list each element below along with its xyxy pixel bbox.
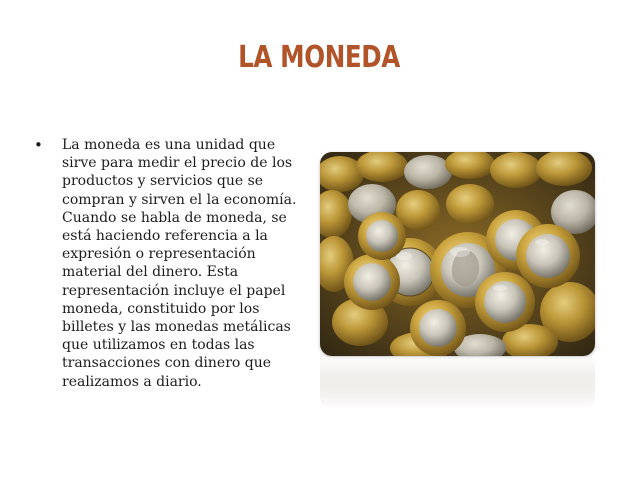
- bullet-line-10: moneda, constituido por los: [62, 300, 260, 317]
- bullet-item: [34, 136, 309, 391]
- bullet-line-7: expresión o representación: [62, 246, 256, 263]
- bullet-line-11: billetes y las monedas metálicas: [62, 319, 291, 336]
- bullet-line-5: Cuando se habla de moneda, se: [62, 209, 287, 226]
- bullet-list: [34, 136, 309, 391]
- coins-photo: [320, 152, 595, 356]
- reflection-fade: [320, 357, 595, 409]
- slide-title: LA MONEDA: [238, 40, 400, 75]
- bullet-line-12: que utilizamos en todas las: [62, 337, 255, 354]
- bullet-marker: •: [34, 136, 43, 154]
- bullet-line-14: realizamos a diario.: [62, 373, 202, 390]
- bullet-line-9: representación incluye el papel: [62, 282, 286, 299]
- bullet-line-4: compran y sirven el la economía.: [62, 191, 297, 208]
- bullet-line-3: productos y servicios que se: [62, 173, 264, 190]
- bullet-line-6: está haciendo referencia a la: [62, 228, 268, 245]
- bullet-line-8: material del dinero. Esta: [62, 264, 239, 281]
- bullet-line-13: transacciones con dinero que: [62, 355, 272, 372]
- bullet-line-2: sirve para medir el precio de los: [62, 155, 293, 172]
- bullet-line-1: La moneda es una unidad que: [62, 137, 276, 153]
